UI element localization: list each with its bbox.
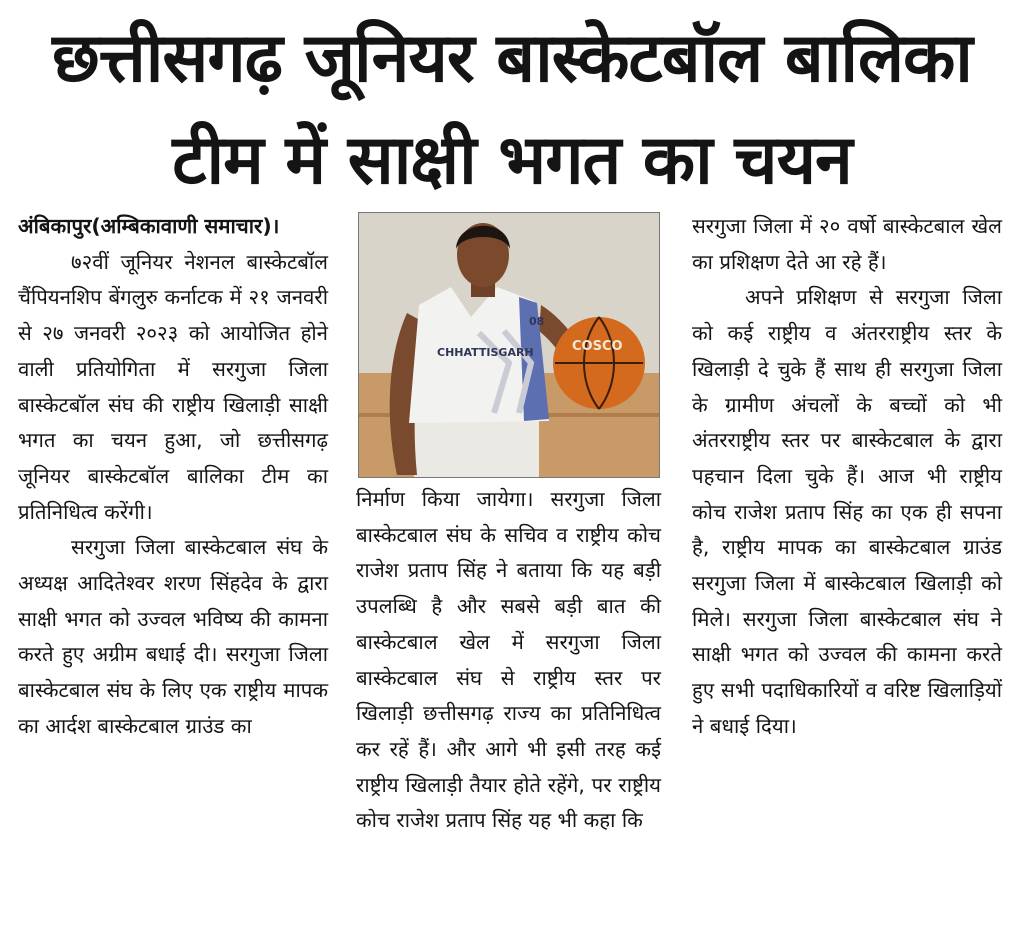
- jersey-text: CHHATTISGARH: [437, 346, 534, 359]
- article-paragraph-5: अपने प्रशिक्षण से सरगुजा जिला को कई राष्ट्रीय व अंतरराष्ट्रीय स्तर के खिलाड़ी दे चुके हैं साथ ही सरगुजा जिला के ग्रामीण अंचलों के बच्चों को भी अंतरराष्ट्रीय स्तर पर बास्केटबाल के द्वारा पहचान दिला चुके हैं। आज भी राष्ट्रीय कोच राजेश प्रताप सिंह का एक ही सपना है, राष्ट्रीय मापक का बास्केटबाल ग्राउंड सरगुजा जिला में बास्केटबाल खिलाड़ी को मिले। सरगुजा जिला बास्केटबाल संघ ने साक्षी भगत को उज्वल की कामना करते हुए सभी पदाधिकारियों व वरिष्ट खिलाड़ियों ने बधाई दिया।: [692, 285, 1002, 738]
- article-paragraph-2: सरगुजा जिला बास्केटबाल संघ के अध्यक्ष आदितेश्वर शरण सिंहदेव के द्वारा साक्षी भगत को उज्वल भविष्य की कामना करते हुए अग्रीम बधाई दी। सरगुजा जिला बास्केटबाल संघ के लिए एक राष्ट्रीय मापक का आर्दश बास्केटबाल ग्राउंड का: [18, 535, 328, 738]
- ball-brand: COSCO: [572, 339, 623, 354]
- article-column-3: [692, 209, 1002, 745]
- player-photo: [358, 212, 660, 478]
- article-paragraph-3: निर्माण किया जायेगा। सरगुजा जिला बास्केटबाल संघ के सचिव व राष्ट्रीय कोच राजेश प्रताप सिंह ने बताया कि यह बड़ी उपलब्धि है और सबसे बड़ी बात की बास्केटबाल खेल में सरगुजा जिला बास्केटबाल संघ से राष्ट्रीय स्तर पर खिलाड़ी छत्तीसगढ़ राज्य का प्रतिनिधित्व कर रहें हैं। और आगे भी इसी तरह कई राष्ट्रीय खिलाड़ी तैयार होते रहेंगे, पर राष्ट्रीय कोच राजेश प्रताप सिंह यह भी कहा कि: [356, 487, 661, 833]
- article-paragraph-4: सरगुजा जिला में २० वर्षो बास्केटबाल खेल का प्रशिक्षण देते आ रहे हैं।: [692, 214, 1002, 274]
- jersey-number: 08: [529, 315, 545, 328]
- dateline: अंबिकापुर(अम्बिकावाणी समाचार)।: [18, 214, 280, 238]
- article-paragraph-1: ७२वीं जूनियर नेशनल बास्केटबॉल चैंपियनशिप बेंगलुरु कर्नाटक में २१ जनवरी से २७ जनवरी २०२३ को आयोजित होने वाली प्रतियोगिता में सरगुजा जिला बास्केटबॉल संघ की राष्ट्रीय खिलाड़ी साक्षी भगत का चयन हुआ, जो छत्तीसगढ़ जूनियर बास्केटबॉल बालिका टीम का प्रतिनिधित्व करेंगी।: [18, 249, 328, 524]
- article-column-1: [18, 209, 328, 745]
- headline-line-2: टीम में साक्षी भगत का चयन: [172, 121, 852, 200]
- player-photo-icon: [359, 213, 659, 477]
- article-column-2: [356, 482, 661, 839]
- headline-line-1: छत्तीसगढ़ जूनियर बास्केटबॉल बालिका: [52, 19, 972, 98]
- headline: [8, 8, 1016, 212]
